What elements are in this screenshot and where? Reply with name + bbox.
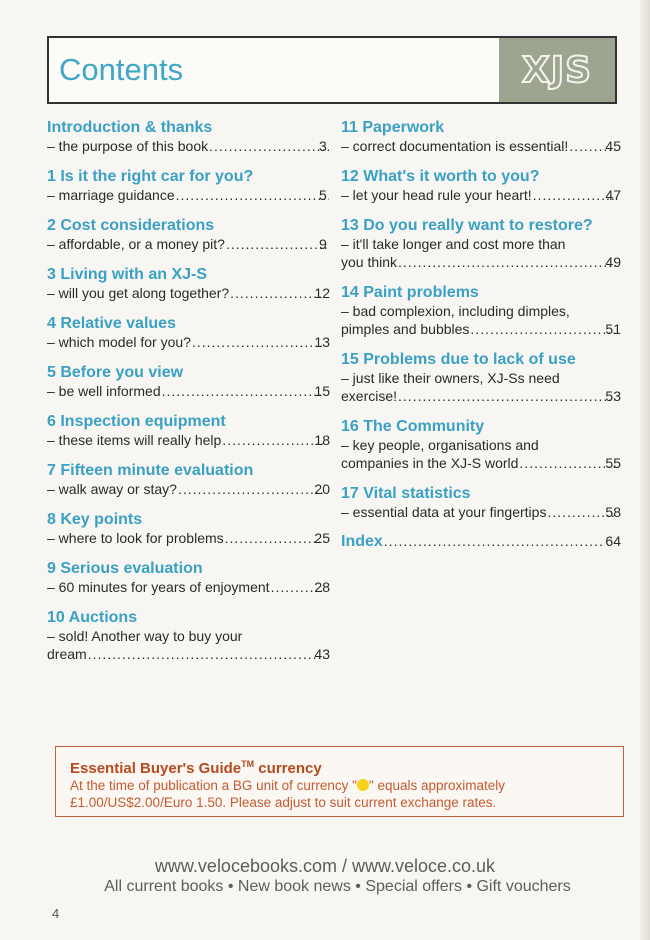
toc-entry-text: – correct documentation is essential! bbox=[341, 138, 569, 154]
toc-entry[interactable] bbox=[341, 167, 621, 204]
dot-leader bbox=[398, 387, 615, 405]
toc-entry-description bbox=[47, 578, 330, 596]
toc-entry-title: Index bbox=[341, 533, 383, 550]
toc-page-number: 64 bbox=[605, 533, 621, 549]
toc-entry-text: – it'll take longer and cost more than bbox=[341, 236, 566, 252]
toc-entry-text: dream bbox=[47, 646, 87, 662]
toc-entry-description bbox=[47, 431, 330, 449]
toc-entry-title: 10 Auctions bbox=[47, 609, 138, 626]
toc-entry-text: – sold! Another way to buy your bbox=[47, 628, 243, 644]
toc-entry-description bbox=[47, 284, 330, 302]
toc-entry[interactable] bbox=[47, 412, 330, 449]
dot-leader bbox=[162, 382, 325, 400]
dot-leader bbox=[226, 235, 329, 253]
page-number: 4 bbox=[52, 906, 60, 921]
toc-entry-title: 3 Living with an XJ-S bbox=[47, 266, 208, 283]
toc-entry-index[interactable] bbox=[341, 533, 621, 551]
toc-entry[interactable] bbox=[341, 417, 621, 472]
toc-entry-title: 14 Paint problems bbox=[341, 284, 479, 301]
toc-entry-title: 4 Relative values bbox=[47, 315, 176, 332]
dot-leader bbox=[519, 454, 615, 472]
toc-entry[interactable] bbox=[341, 484, 621, 521]
toc-entry-text: – let your head rule your heart! bbox=[341, 187, 532, 203]
toc-entry-text: – essential data at your fingertips bbox=[341, 504, 547, 520]
toc-entry-description: – affordable, or a money pit? ..... 9 bbox=[47, 235, 330, 253]
toc-page-number: 45 bbox=[605, 138, 621, 154]
toc-entry-description bbox=[47, 627, 330, 663]
toc-entry-description bbox=[341, 369, 621, 405]
toc-page-number: 12 bbox=[314, 285, 330, 301]
xjs-logo bbox=[499, 38, 615, 102]
toc-entry-title: 11 Paperwork bbox=[341, 119, 445, 136]
toc-entry-text: – these items will really help bbox=[47, 432, 222, 448]
toc-entry-text: – affordable, or a money pit? bbox=[47, 236, 225, 252]
currency-title: Essential Buyer's Guide™ currency bbox=[70, 759, 322, 777]
toc-entry-title: Introduction & thanks bbox=[47, 119, 213, 136]
dot-leader bbox=[225, 529, 325, 547]
toc-entry-title: 13 Do you really want to restore? bbox=[341, 217, 593, 234]
toc-entry-title: 2 Cost considerations bbox=[47, 217, 215, 234]
dot-leader bbox=[533, 186, 616, 204]
toc-entry[interactable] bbox=[47, 167, 330, 204]
toc-entry-text: – bad complexion, including dimples, bbox=[341, 303, 570, 319]
page-title: Contents bbox=[59, 52, 184, 87]
toc-entry-text: exercise! bbox=[341, 388, 398, 404]
toc-entry-text: companies in the XJ-S world bbox=[341, 455, 519, 471]
toc-entry-description bbox=[341, 137, 621, 155]
dot-leader bbox=[176, 186, 329, 204]
toc-entry[interactable] bbox=[47, 118, 330, 155]
toc-entry-description bbox=[47, 480, 330, 498]
toc-entry[interactable] bbox=[341, 216, 621, 271]
dot-leader bbox=[222, 431, 324, 449]
toc-entry-description: – marriage guidance ..... 5 bbox=[47, 186, 330, 204]
toc-entry-title: 7 Fifteen minute evaluation bbox=[47, 462, 254, 479]
toc-page-number: 25 bbox=[314, 530, 330, 546]
toc-page-number: 43 bbox=[314, 646, 330, 662]
toc-page-number: 49 bbox=[605, 254, 621, 270]
toc-page-number: 51 bbox=[605, 321, 621, 337]
toc-entry-text: – will you get along together? bbox=[47, 285, 230, 301]
dot-leader bbox=[209, 137, 329, 155]
toc-entry-text: – marriage guidance bbox=[47, 187, 175, 203]
contents-header bbox=[47, 36, 617, 104]
toc-entry-text: – which model for you? bbox=[47, 334, 191, 350]
logo-text: XJS bbox=[521, 49, 593, 91]
toc-page-number: 28 bbox=[314, 579, 330, 595]
toc-entry-title: 17 Vital statistics bbox=[341, 485, 471, 502]
toc-entry-description bbox=[341, 186, 621, 204]
toc-entry-title: 16 The Community bbox=[341, 418, 485, 435]
toc-entry[interactable] bbox=[341, 118, 621, 155]
dot-leader bbox=[230, 284, 324, 302]
page-edge-shadow bbox=[640, 0, 650, 940]
toc-entry-description bbox=[341, 436, 621, 472]
toc-entry-text: you think bbox=[341, 254, 398, 270]
toc-entry[interactable] bbox=[341, 283, 621, 338]
toc-entry-title: 5 Before you view bbox=[47, 364, 184, 381]
toc-entry[interactable] bbox=[47, 559, 330, 596]
toc-entry-text: pimples and bubbles bbox=[341, 321, 470, 337]
footer-url[interactable]: www.velocebooks.com / www.veloce.co.uk bbox=[154, 856, 496, 876]
toc-page-number: 58 bbox=[605, 504, 621, 520]
coin-icon bbox=[357, 779, 369, 791]
toc-page-number: 13 bbox=[314, 334, 330, 350]
toc-entry-title: 9 Serious evaluation bbox=[47, 560, 203, 577]
toc-page-number: 47 bbox=[605, 187, 621, 203]
toc-page-number: 20 bbox=[314, 481, 330, 497]
toc-entry-title: 6 Inspection equipment bbox=[47, 413, 226, 430]
toc-page-number: 55 bbox=[605, 455, 621, 471]
toc-entry-description bbox=[47, 333, 330, 351]
toc-entry[interactable] bbox=[341, 350, 621, 405]
dot-leader bbox=[192, 333, 324, 351]
toc-entry-description bbox=[341, 302, 621, 338]
toc-entry-description: – the purpose of this book ..... 3 bbox=[47, 137, 330, 155]
currency-box bbox=[55, 746, 624, 817]
toc-page-number: 18 bbox=[314, 432, 330, 448]
toc-entry-title: 8 Key points bbox=[47, 511, 143, 528]
toc-entry[interactable] bbox=[47, 265, 330, 302]
dot-leader bbox=[178, 480, 324, 498]
toc-entry[interactable] bbox=[47, 510, 330, 547]
toc-entry-text: – walk away or stay? bbox=[47, 481, 177, 497]
toc-entry-description bbox=[47, 529, 330, 547]
toc-entry-description bbox=[341, 503, 621, 521]
toc-entry[interactable] bbox=[47, 461, 330, 498]
toc-entry-title: 15 Problems due to lack of use bbox=[341, 351, 576, 368]
toc-entry[interactable] bbox=[47, 314, 330, 351]
toc-entry-description bbox=[47, 382, 330, 400]
toc-entry[interactable] bbox=[47, 608, 330, 663]
toc-entry-title: 12 What's it worth to you? bbox=[341, 168, 540, 185]
footer-tagline: All current books • New book news • Special offers • Gift vouchers bbox=[104, 878, 571, 895]
toc-entry[interactable] bbox=[47, 216, 330, 253]
toc-page-number: 53 bbox=[605, 388, 621, 404]
toc-entry[interactable] bbox=[47, 363, 330, 400]
dot-leader bbox=[88, 645, 325, 663]
toc-entry-text: – be well informed bbox=[47, 383, 161, 399]
currency-text: At the time of publication a BG unit of currency " " equals approximately £1.00/US$2.00/Euro 1.50. Please adjust to suit current exchange rates. bbox=[70, 778, 506, 810]
dot-leader bbox=[470, 320, 615, 338]
toc-entry-text: – 60 minutes for years of enjoyment bbox=[47, 579, 270, 595]
toc-entry-text: – the purpose of this book bbox=[47, 138, 209, 154]
contents-column-right bbox=[341, 118, 621, 551]
dot-leader bbox=[384, 533, 605, 549]
toc-page-number: 15 bbox=[314, 383, 330, 399]
dot-leader bbox=[398, 253, 615, 271]
toc-entry-description bbox=[341, 235, 621, 271]
toc-entry-text: – key people, organisations and bbox=[341, 437, 539, 453]
toc-entry-text: – where to look for problems bbox=[47, 530, 224, 546]
toc-entry-text: – just like their owners, XJ-Ss need bbox=[341, 370, 560, 386]
contents-column-left bbox=[47, 118, 330, 675]
toc-entry-title: 1 Is it the right car for you? bbox=[47, 168, 254, 185]
